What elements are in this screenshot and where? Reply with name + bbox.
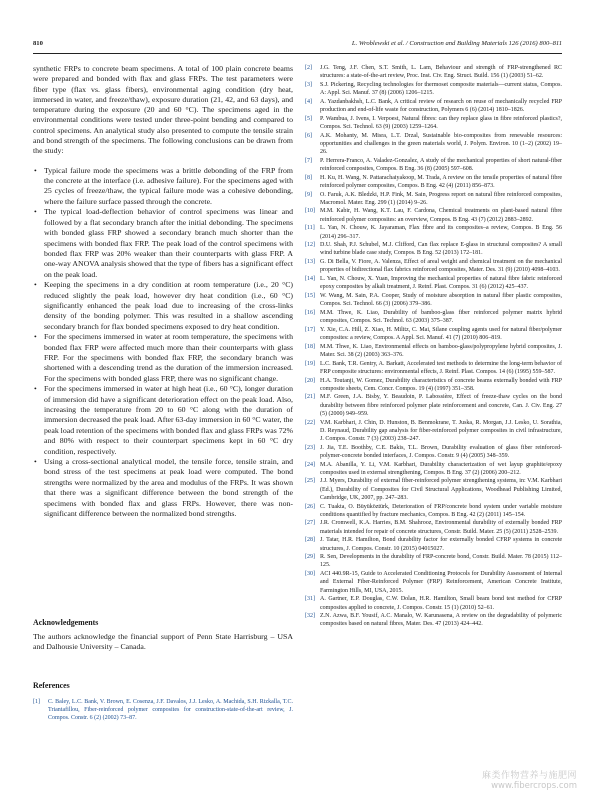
- reference-text: P. Herrera-Franco, A. Valadez-Gonzalez, A study of the mechanical properties of short natural-fiber reinforced composites, Compos. B Eng. 36 (8) (2005) 597–608.: [320, 157, 562, 172]
- reference-item[interactable]: [305, 115, 562, 131]
- reference-item[interactable]: [305, 207, 562, 223]
- reference-item[interactable]: [305, 393, 562, 418]
- reference-text: O. Faruk, A.K. Bledzki, H.P. Fink, M. Sain, Progress report on natural fibre reinforced composites, Macromol. Mater. Eng. 299 (1) (2014) 9–26.: [320, 191, 562, 206]
- reference-text: A.K. Mohanty, M. Misra, L.T. Drzal, Sustainable bio-composites from renewable resources: opportunities and challenges in the green materials world, J. Polym. Environ. 10 (1–2) (2002) 19–26.: [320, 132, 562, 156]
- conclusion-text: For the specimens immersed in water at high heat (i.e., 60 °C), longer duration of immersion did have a significant deterioration effect on the peak load. Also, increasing the temperature from 20 to 60 °C along with the duration of immersion decreased the peak load. After 63-day immersion in 60 °C water, the peak load retention of the specimens with bonded flax and glass FRPs was 72% and 80% with respect to their counterpart specimens kept in 60 °C dry condition, respectively.: [44, 384, 293, 456]
- conclusion-intro-paragraph: synthetic FRPs to concrete beam specimens. A total of 100 plain concrete beams were prepared and bonded with flax and glass FRPs. The test parameters were fiber type (flax vs. glass fibers), environmental aging condition (dry heat, immersed in water, and freeze/thaw), exposure duration (21, 42, and 63 days), and temperature during the exposure (20 and 60 °C). The specimens aged in the environmental conditions were tested under three-point bending and compared to control specimens. An analytical study also presented to compute the tensile strain and bond strength of the specimens. The following conclusions can be drawn from the study:: [33, 64, 293, 156]
- reference-number[interactable]: [29]: [305, 554, 315, 561]
- running-header: [33, 40, 562, 52]
- reference-number[interactable]: [18]: [305, 343, 315, 350]
- reference-item[interactable]: [305, 81, 562, 97]
- conclusion-item: [33, 457, 293, 519]
- conclusion-text: Typical failure mode the specimens was a brittle debonding of the FRP from the concrete at the interface (i.e. adhesive failure). For the specimens aged with 25 cycles of freeze/thaw, the typical failure mode was a cohesive debonding, where the failure surface passed through the concrete.: [44, 165, 293, 206]
- reference-text: P. Wambua, J. Ivens, I. Verpoest, Natural fibres: can they replace glass in fibre reinforced plastics?, Compos. Sci. Technol. 63 (9) (2003) 1259–1264.: [320, 115, 562, 130]
- reference-item[interactable]: [305, 224, 562, 240]
- conclusion-item: [33, 280, 293, 332]
- acknowledgements-text: The authors acknowledge the financial support of Penn State Harrisburg – USA and Dalhousie University – Canada.: [33, 632, 293, 652]
- conclusion-item: [33, 384, 293, 457]
- reference-item[interactable]: [305, 553, 562, 569]
- reference-item[interactable]: [305, 309, 562, 325]
- reference-text: C. Tuakta, O. Büyüköztürk, Deterioration of FRP/concrete bond system under variable moisture conditions quantified by fracture mechanics, Compos. B Eng. 42 (2) (2011) 145–154.: [320, 503, 562, 518]
- reference-number[interactable]: [31]: [305, 596, 315, 603]
- watermark-line-2: www.fibercrops.com: [491, 781, 577, 791]
- reference-item[interactable]: [305, 64, 562, 80]
- reference-text: S.J. Pickering, Recycling technologies for thermoset composite materials—current status, Compos. A: Appl. Sci. Manuf. 37 (8) (2006) 1206–1215.: [320, 81, 562, 97]
- reference-text: M.M. Thwe, K. Liao, Environmental effects on bamboo-glass/polypropylene hybrid composites, J. Mater. Sci. 38 (2) (2003) 363–376.: [320, 343, 562, 358]
- reference-item[interactable]: [305, 174, 562, 190]
- conclusions-list: [33, 166, 293, 520]
- reference-item[interactable]: [305, 157, 562, 173]
- reference-item[interactable]: [305, 343, 562, 359]
- reference-number[interactable]: [30]: [305, 571, 315, 578]
- reference-number[interactable]: [19]: [305, 360, 315, 367]
- bullet-icon: •: [34, 384, 37, 394]
- conclusion-item: [33, 332, 293, 384]
- reference-text: A. Yazdanbakhsh, L.C. Bank, A critical review of research on reuse of mechanically recycled FRP production and end-of-life waste for construction, Polymers 6 (6) (2014) 1810–1826.: [320, 98, 562, 114]
- reference-item[interactable]: [305, 536, 562, 552]
- reference-text: J.G. Teng, J.F. Chen, S.T. Smith, L. Lam, Behaviour and strength of FRP-strengthened RC structures: a state-of-the-art review, Proc. Inst. Civ. Eng. Struct. Build. 156 (1) (2003) 51–62.: [320, 65, 562, 80]
- reference-item[interactable]: [305, 191, 562, 207]
- reference-number[interactable]: [21]: [305, 394, 315, 401]
- reference-number[interactable]: [26]: [305, 503, 315, 510]
- conclusion-text: Keeping the specimens in a dry condition at room temperature (i.e., 20 °C) reduced slightly the peak load, however dry heat condition (i.e., 60 °C) significantly enhanced the peak load due to increasing of the cross-links density of the bonding polymer. This was resulted in a shallow ascending secondary branch for flax bonded specimens exposed to dry heat condition.: [44, 280, 293, 331]
- reference-item[interactable]: [305, 292, 562, 308]
- reference-item[interactable]: [305, 258, 562, 274]
- reference-number[interactable]: [12]: [305, 242, 315, 249]
- watermark-line-1: 麻类作物营养与施肥网: [481, 771, 577, 781]
- reference-text: W. Wang, M. Sain, P.A. Cooper, Study of moisture absorption in natural fiber plastic composites, Compos. Sci. Technol. 66 (3) (2006) 379–386.: [320, 292, 562, 308]
- reference-item[interactable]: [305, 360, 562, 376]
- references-right: [305, 64, 562, 629]
- bullet-icon: •: [34, 280, 37, 290]
- running-title: L. Wroblewski et al. / Construction and Building Materials 126 (2016) 800–811: [351, 40, 562, 47]
- reference-text: R. Sen, Developments in the durability of FRP-concrete bond, Constr. Build. Mater. 78 (2015) 112–125.: [320, 554, 562, 569]
- reference-number[interactable]: [14]: [305, 276, 315, 283]
- reference-number[interactable]: [27]: [305, 520, 315, 527]
- bullet-icon: •: [34, 207, 37, 217]
- reference-number[interactable]: [2]: [305, 65, 312, 71]
- reference-number[interactable]: [3]: [305, 81, 312, 88]
- reference-item[interactable]: [305, 444, 562, 460]
- reference-item[interactable]: [305, 461, 562, 477]
- reference-item[interactable]: [305, 98, 562, 114]
- reference-item[interactable]: [305, 132, 562, 157]
- reference-item[interactable]: [305, 419, 562, 444]
- reference-text: Y. Xie, C.A. Hill, Z. Xiao, H. Militz, C. Mai, Silane coupling agents used for natural fiber/polymer composites: a review, Compos. A Appl. Sci. Manuf. 41 (7) (2010) 806–819.: [320, 326, 562, 341]
- bullet-icon: •: [34, 165, 37, 175]
- conclusion-text: The typical load-deflection behavior of control specimens was linear and followed by a flat secondary branch after the initial debonding. The specimens with bonded glass FRP showed a secondary branch much shorter than the specimens with bonded flax FRP. The peak load of the control specimens with bonded flax FRP was 20% weaker than their counterparts with glass FRP. A one-way ANOVA analysis showed that the type of fibers has a significant effect on the peak load.: [44, 207, 293, 279]
- reference-number[interactable]: [9]: [305, 191, 312, 198]
- reference-number[interactable]: [1]: [33, 699, 40, 705]
- reference-number[interactable]: [15]: [305, 292, 315, 299]
- reference-text: L. Yan, N. Chouw, K. Jayaraman, Flax fibre and its composites–a review, Compos. B Eng. 56 (2014) 296–317.: [320, 225, 562, 240]
- reference-item[interactable]: [305, 612, 562, 628]
- reference-item[interactable]: [305, 377, 562, 393]
- reference-text: M.M. Kabir, H. Wang, K.T. Lau, F. Cardona, Chemical treatments on plant-based natural fibre reinforced polymer composites: an overview, Compos. B Eng. 43 (7) (2012) 2883–2892.: [320, 208, 562, 223]
- header-divider: [33, 53, 562, 54]
- reference-text: L. Yan, N. Chouw, X. Yuan, Improving the mechanical properties of natural fibre fabric reinforced epoxy composites by alkali treatment, J. Reinf. Plast. Compos. 31 (6) (2012) 425–437.: [320, 276, 562, 291]
- reference-item[interactable]: [305, 595, 562, 611]
- reference-number[interactable]: [24]: [305, 461, 315, 468]
- references-left: [33, 698, 293, 723]
- reference-text: G. Di Bella, V. Fiore, A. Valenza, Effect of areal weight and chemical treatment on the mechanical properties of bidirectional flax fabrics reinforced composites, Mater. Des. 31 (9) (2010) 4098–4103.: [320, 259, 562, 274]
- bullet-icon: •: [34, 332, 37, 342]
- reference-number[interactable]: [11]: [305, 225, 315, 232]
- reference-number[interactable]: [4]: [305, 98, 312, 105]
- reference-number[interactable]: [16]: [305, 309, 315, 316]
- reference-text: V.M. Karbhari, J. Chin, D. Hunston, B. Benmokrane, T. Juska, R. Morgan, J.J. Lesko, U. Sorathia, D. Reynaud, Durability gap analysis for fiber-reinforced polymer composites in civil infrastructure, J. Compos. Constr. 7 (3) (2003) 238–247.: [320, 419, 562, 442]
- reference-text: M.F. Green, J.A. Bisby, Y. Beaudoin, P. Labossière, Effect of freeze-thaw cycles on the bond durability between fibre reinforced polymer plate reinforcement and concrete, Can. J. Civ. Eng. 27 (5) (2000) 949–959.: [320, 394, 562, 417]
- conclusion-text: For the specimens immersed in water at room temperature, the specimens with bonded flax FRP were affected much more than their counterparts with glass FRP. For the specimens with bonded flax FRP, the secondary branch was shortened with a descending trend as the duration of the immersion increased. For the specimens with bonded glass FRP, there was no significant change.: [44, 332, 293, 383]
- reference-text: J. Jia, T.E. Boothby, C.E. Bakis, T.L. Brown, Durability evaluation of glass fiber reinforced-polymer-concrete bonded interfaces, J. Compos. Constr. 9 (4) (2005) 348–359.: [320, 444, 562, 459]
- reference-item[interactable]: [33, 698, 293, 723]
- left-column: [33, 64, 293, 519]
- reference-number[interactable]: [10]: [305, 208, 315, 215]
- reference-number[interactable]: [17]: [305, 326, 315, 333]
- conclusion-text: Using a cross-sectional analytical model, the tensile force, tensile strain, and bond stress of the test specimens at peak load were computed. The bond strengths were normalized by the area and modulus of the FRPs. It was shown that there was a significant difference between the bond strength of the specimens with bonded flax and glass FRPs. However, there was non-significant difference between the normalized bond strengths.: [44, 457, 293, 519]
- reference-item[interactable]: [305, 570, 562, 595]
- reference-number[interactable]: [23]: [305, 444, 315, 451]
- reference-item[interactable]: [305, 326, 562, 342]
- reference-text: J. Tatar, H.R. Hamilton, Bond durability factor for externally bonded CFRP systems in concrete structures, J. Compos. Constr. 10 (2015) 04015027.: [320, 537, 562, 552]
- reference-text: J.R. Cromwell, K.A. Harries, B.M. Shahrooz, Environmental durability of externally bonded FRP materials intended for repair of concrete structures, Constr. Build. Mater. 25 (5) (2011) 2528–2539.: [320, 520, 562, 535]
- site-watermark: [482, 768, 577, 791]
- reference-text: Z.N. Azwa, B.F. Yousif, A.C. Manalo, W. Karunasena, A review on the degradability of polymeric composites based on natural fibres, Mater. Des. 47 (2013) 424–442.: [320, 613, 562, 628]
- reference-number[interactable]: [5]: [305, 115, 312, 122]
- reference-number[interactable]: [28]: [305, 537, 315, 544]
- reference-text: D.U. Shah, P.J. Schubel, M.J. Clifford, Can flax replace E-glass in structural composites? A small wind turbine blade case study, Compos. B Eng. 52 (2013) 172–181.: [320, 242, 562, 257]
- reference-number[interactable]: [22]: [305, 419, 315, 426]
- bullet-icon: •: [34, 457, 37, 467]
- reference-number[interactable]: [7]: [305, 157, 312, 164]
- page-number: 810: [33, 40, 43, 47]
- reference-number[interactable]: [25]: [305, 478, 315, 485]
- reference-text: H. Ku, H. Wang, N. Pattarachaiyakoop, M. Trada, A review on the tensile properties of natural fibre reinforced polymer composites, Compos. B Eng. 42 (4) (2011) 856–873.: [320, 174, 562, 189]
- references-heading: References: [33, 681, 70, 690]
- reference-number[interactable]: [20]: [305, 377, 315, 384]
- conclusion-item: [33, 207, 293, 280]
- reference-item[interactable]: [305, 275, 562, 291]
- reference-item[interactable]: [305, 503, 562, 519]
- reference-item[interactable]: [305, 241, 562, 257]
- reference-text: H.A. Toutanji, W. Gomez, Durability characteristics of concrete beams externally bonded with FRP composite sheets, Cem. Concr. Compos. 19 (4) (1997) 351–358.: [320, 377, 562, 392]
- reference-text: J.J. Myers, Durability of external fiber-reinforced polymer strengthening systems, in: V.M. Karbhari (Ed.), Durability of Composites for Civil Structural Applications, Woodhead Publishing Limited, Cambridge, UK, 2007, pp. 247–283.: [320, 478, 562, 501]
- reference-number[interactable]: [32]: [305, 613, 315, 620]
- reference-text: A. Gartner, E.P. Douglas, C.W. Dolan, H.R. Hamilton, Small beam bond test method for CFRP composites applied to concrete, J. Compos. Constr. 15 (1) (2010) 52–61.: [320, 596, 562, 611]
- reference-item[interactable]: [305, 477, 562, 502]
- reference-number[interactable]: [13]: [305, 259, 315, 266]
- reference-text: M.M. Thwe, K. Liao, Durability of bamboo-glass fiber reinforced polymer matrix hybrid composites, Compos. Sci. Technol. 63 (2003) 375–387.: [320, 309, 562, 325]
- reference-text: M.A. Abanilla, Y. Li, V.M. Karbhari, Durability characterization of wet layup graphite/epoxy composites used in external strengthening, Compos. B Eng. 37 (2) (2006) 200–212.: [320, 461, 562, 476]
- reference-text[interactable]: C. Baley, L.C. Bank, V. Brown, E. Cosenza, J.F. Davalos, J.J. Lesko, A. Machida, S.H. Rizkalla, T.C. Triantafillou, Fiber-reinforced polymer composites for construction-state-of-the-art review, J. Compos. Constr. 6 (2) (2002) 73–87.: [48, 699, 293, 722]
- conclusion-item: [33, 166, 293, 208]
- reference-number[interactable]: [8]: [305, 174, 312, 181]
- reference-number[interactable]: [6]: [305, 132, 312, 139]
- reference-item[interactable]: [305, 519, 562, 535]
- reference-text: L.C. Bank, T.R. Gentry, A. Barkatt, Accelerated test methods to determine the long-term behavior of FRP composite structures: environmental effects, J. Reinf. Plast. Compos. 14 (6) (1995) 559–587.: [320, 360, 562, 375]
- acknowledgements-heading: Acknowledgements: [33, 618, 99, 627]
- reference-text: ACI 440.9R-15, Guide to Accelerated Conditioning Protocols for Durability Assessment of Internal and External Fiber-Reinforced Polymer (FRP) Reinforcement, American Concrete Institute, Farmington Hills, MI, USA, 2015.: [320, 571, 562, 594]
